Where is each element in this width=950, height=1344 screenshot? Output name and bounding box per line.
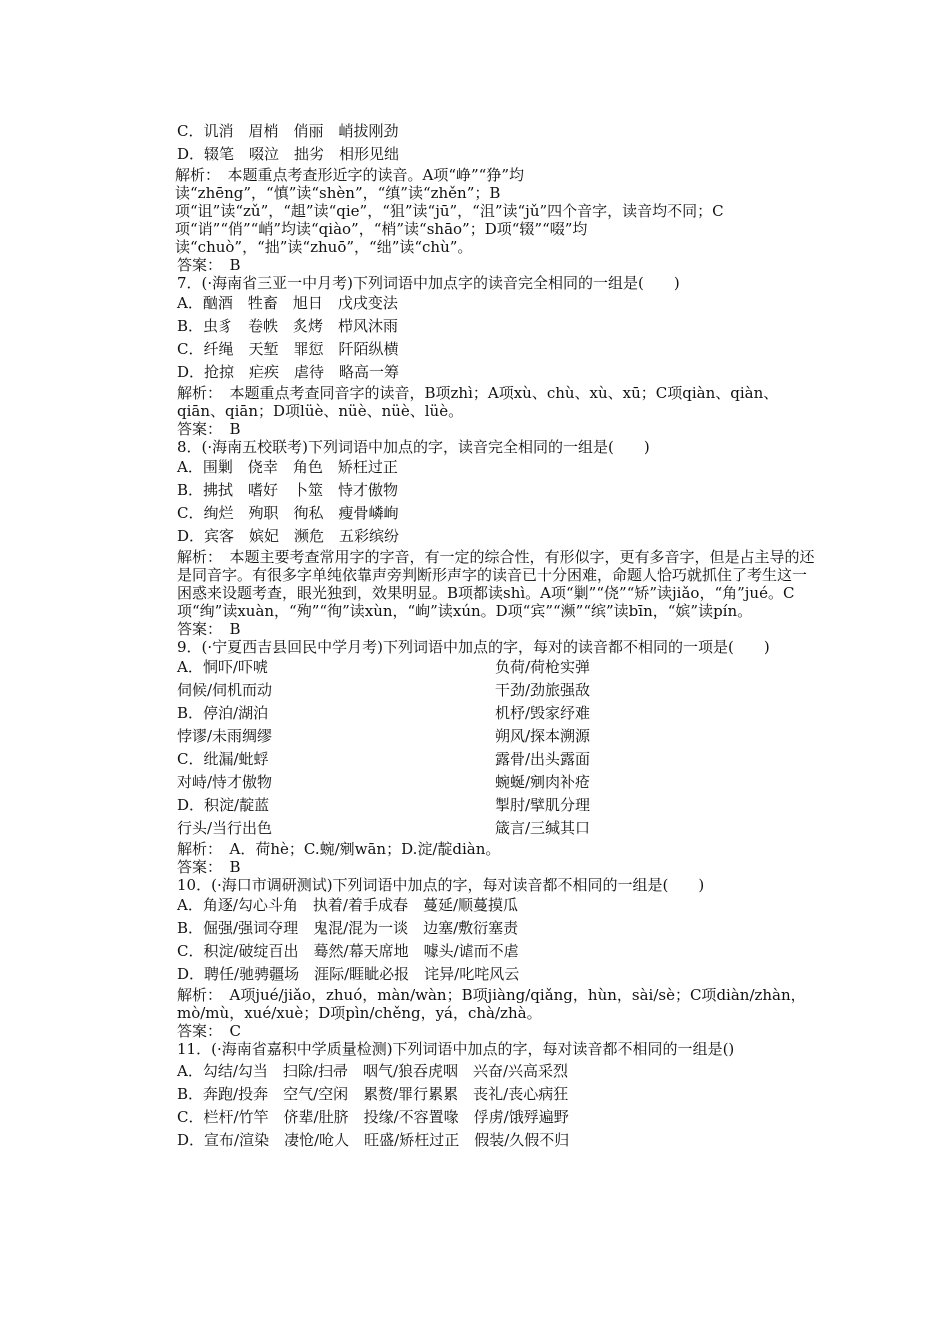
q9-row [145, 702, 815, 725]
q7-option-c: C．纤绳 天堑 罪愆 阡陌纵横 [177, 340, 399, 358]
q10-explanation: 解析： A项jué/jiǎo，zhuó，màn/wàn；B项jiàng/qiǎng，hùn，sài/sè；C项diàn/zhàn，mò/mù，xué/xuè；D项pìn/chěng，yá，chà/zhà。 [177, 986, 806, 1022]
q9-row [145, 725, 815, 748]
q7-option-d: D．抢掠 疟疾 虐待 略高一筹 [177, 363, 400, 381]
q6-option-c: C．讥消 眉梢 俏丽 峭拔刚劲 [177, 122, 399, 140]
q9-stem: 9．(·宁夏西吉县回民中学月考)下列词语中加点的字，每对的读音都不相同的一项是( ) [177, 638, 770, 656]
q8-option-d: D．宾客 嫔妃 濒危 五彩缤纷 [177, 527, 400, 545]
q9-explanation: 解析： A．荷hè；C.蜿/剜wān；D.淀/靛diàn。 [177, 840, 501, 858]
q9-row [145, 679, 815, 702]
q11-stem: 11．(·海南省嘉积中学质量检测)下列词语中加点的字，每对读音都不相同的一组是() [177, 1040, 735, 1058]
q9-row-left: B．停泊/湖泊 [177, 704, 269, 722]
q8-option-a: A．围剿 侥幸 角色 矫枉过正 [177, 458, 398, 476]
q7-explanation: 解析： 本题重点考查同音字的读音，B项zhì；A项xù、chù、xù、xū；C项qiàn、qiàn、qiān、qiān；D项lüè、nüè、nüè、lüè。 [177, 384, 779, 420]
q9-row-right: 蜿蜒/剜肉补疮 [495, 773, 591, 791]
q9-row-left: A．恫吓/吓唬 [177, 658, 268, 676]
q9-row-left: 悖谬/未雨绸缪 [177, 727, 273, 745]
q9-row-left: C．纰漏/蚍蜉 [177, 750, 269, 768]
q9-row-right: 掣肘/擘肌分理 [495, 796, 591, 814]
q11-option-c: C．栏杆/竹竿 侪辈/肚脐 投缘/不容置喙 俘虏/饿殍遍野 [177, 1108, 569, 1126]
q9-row-left: D．积淀/靛蓝 [177, 796, 270, 814]
q9-row [145, 817, 815, 840]
q7-answer: 答案： B [177, 420, 241, 438]
q7-option-a: A．酗酒 牲畜 旭日 戊戌变法 [177, 294, 398, 312]
q9-row-left: 伺候/伺机而动 [177, 681, 273, 699]
q9-answer: 答案： B [177, 858, 241, 876]
q9-row [145, 794, 815, 817]
q7-option-b: B．虫豸 卷帙 炙烤 栉风沐雨 [177, 317, 399, 335]
q9-row-left: 行头/当行出色 [177, 819, 273, 837]
q8-answer: 答案： B [177, 620, 241, 638]
q9-row [145, 771, 815, 794]
q8-option-c: C．绚烂 殉职 徇私 瘦骨嶙峋 [177, 504, 399, 522]
q6-explanation: 解析： 本题重点考查形近字的读音。A项“峥”“狰”均读“zhēng”，“慎”读“shèn”，“缜”读“zhěn”；B项“诅”读“zǔ”，“趄”读“qie”，“狙”读“jū”，“沮”读“jǔ”四个音字，读音均不同；C项“诮”“俏”“峭”均读“qiào”，“梢”读“shāo”；D项“辍”“啜”均读“chuò”，“拙”读“zhuō”，“绌”读“chù”。 [175, 166, 724, 256]
q9-row-right: 机杼/毁家纾难 [495, 704, 591, 722]
q6-option-d: D．辍笔 啜泣 拙劣 相形见绌 [177, 145, 400, 163]
q6-answer: 答案： B [177, 256, 241, 274]
q10-option-d: D．聘任/驰骋疆场 涯际/睚眦必报 诧异/叱咤风云 [177, 965, 520, 983]
q9-row-right: 露骨/出头露面 [495, 750, 591, 768]
q7-stem: 7．(·海南省三亚一中月考)下列词语中加点字的读音完全相同的一组是( ) [177, 274, 680, 292]
q11-option-b: B．奔跑/投奔 空气/空闲 累赘/罪行累累 丧礼/丧心病狂 [177, 1085, 569, 1103]
q9-row-right: 朔风/探本溯源 [495, 727, 591, 745]
q10-answer: 答案： C [177, 1022, 241, 1040]
q10-option-c: C．积淀/破绽百出 蓦然/幕天席地 噱头/谑而不虐 [177, 942, 519, 960]
q8-stem: 8．(·海南五校联考)下列词语中加点的字，读音完全相同的一组是( ) [177, 438, 650, 456]
exam-content [145, 120, 815, 1152]
q10-option-b: B．倔强/强词夺理 鬼混/混为一谈 边塞/敷衍塞责 [177, 919, 519, 937]
q10-option-a: A．角逐/勾心斗角 执着/着手成春 蔓延/顺蔓摸瓜 [177, 896, 518, 914]
q9-row-left: 对峙/恃才傲物 [177, 773, 273, 791]
q9-row-right: 负荷/荷枪实弹 [495, 658, 591, 676]
q11-option-a: A．勾结/勾当 扫除/扫帚 咽气/狼吞虎咽 兴奋/兴高采烈 [177, 1062, 569, 1080]
q9-row-right: 干劲/劲旅强敌 [495, 681, 591, 699]
q11-option-d: D．宣布/渲染 凄怆/呛人 旺盛/矫枉过正 假装/久假不归 [177, 1131, 570, 1149]
q8-explanation: 解析： 本题主要考查常用字的字音，有一定的综合性，有形似字，更有多音字，但是占主导的还是同音字。有很多字单纯依靠声旁判断形声字的读音已十分困难，命题人恰巧就抓住了考生这一困惑来设题考查，眼光独到，效果明显。B项都读shì。A项“剿”“侥”“矫”读jiǎo，“角”jué。C项“绚”读xuàn，“殉”“徇”读xùn，“峋”读xún。D项“宾”“濒”“缤”读bīn，“嫔”读pín。 [177, 548, 815, 620]
q9-row [145, 748, 815, 771]
q9-row-right: 箴言/三缄其口 [495, 819, 591, 837]
q9-row [145, 656, 815, 679]
q8-option-b: B．拂拭 嗜好 卜筮 恃才傲物 [177, 481, 399, 499]
q10-stem: 10．(·海口市调研测试)下列词语中加点的字，每对读音都不相同的一组是( ) [177, 876, 705, 894]
